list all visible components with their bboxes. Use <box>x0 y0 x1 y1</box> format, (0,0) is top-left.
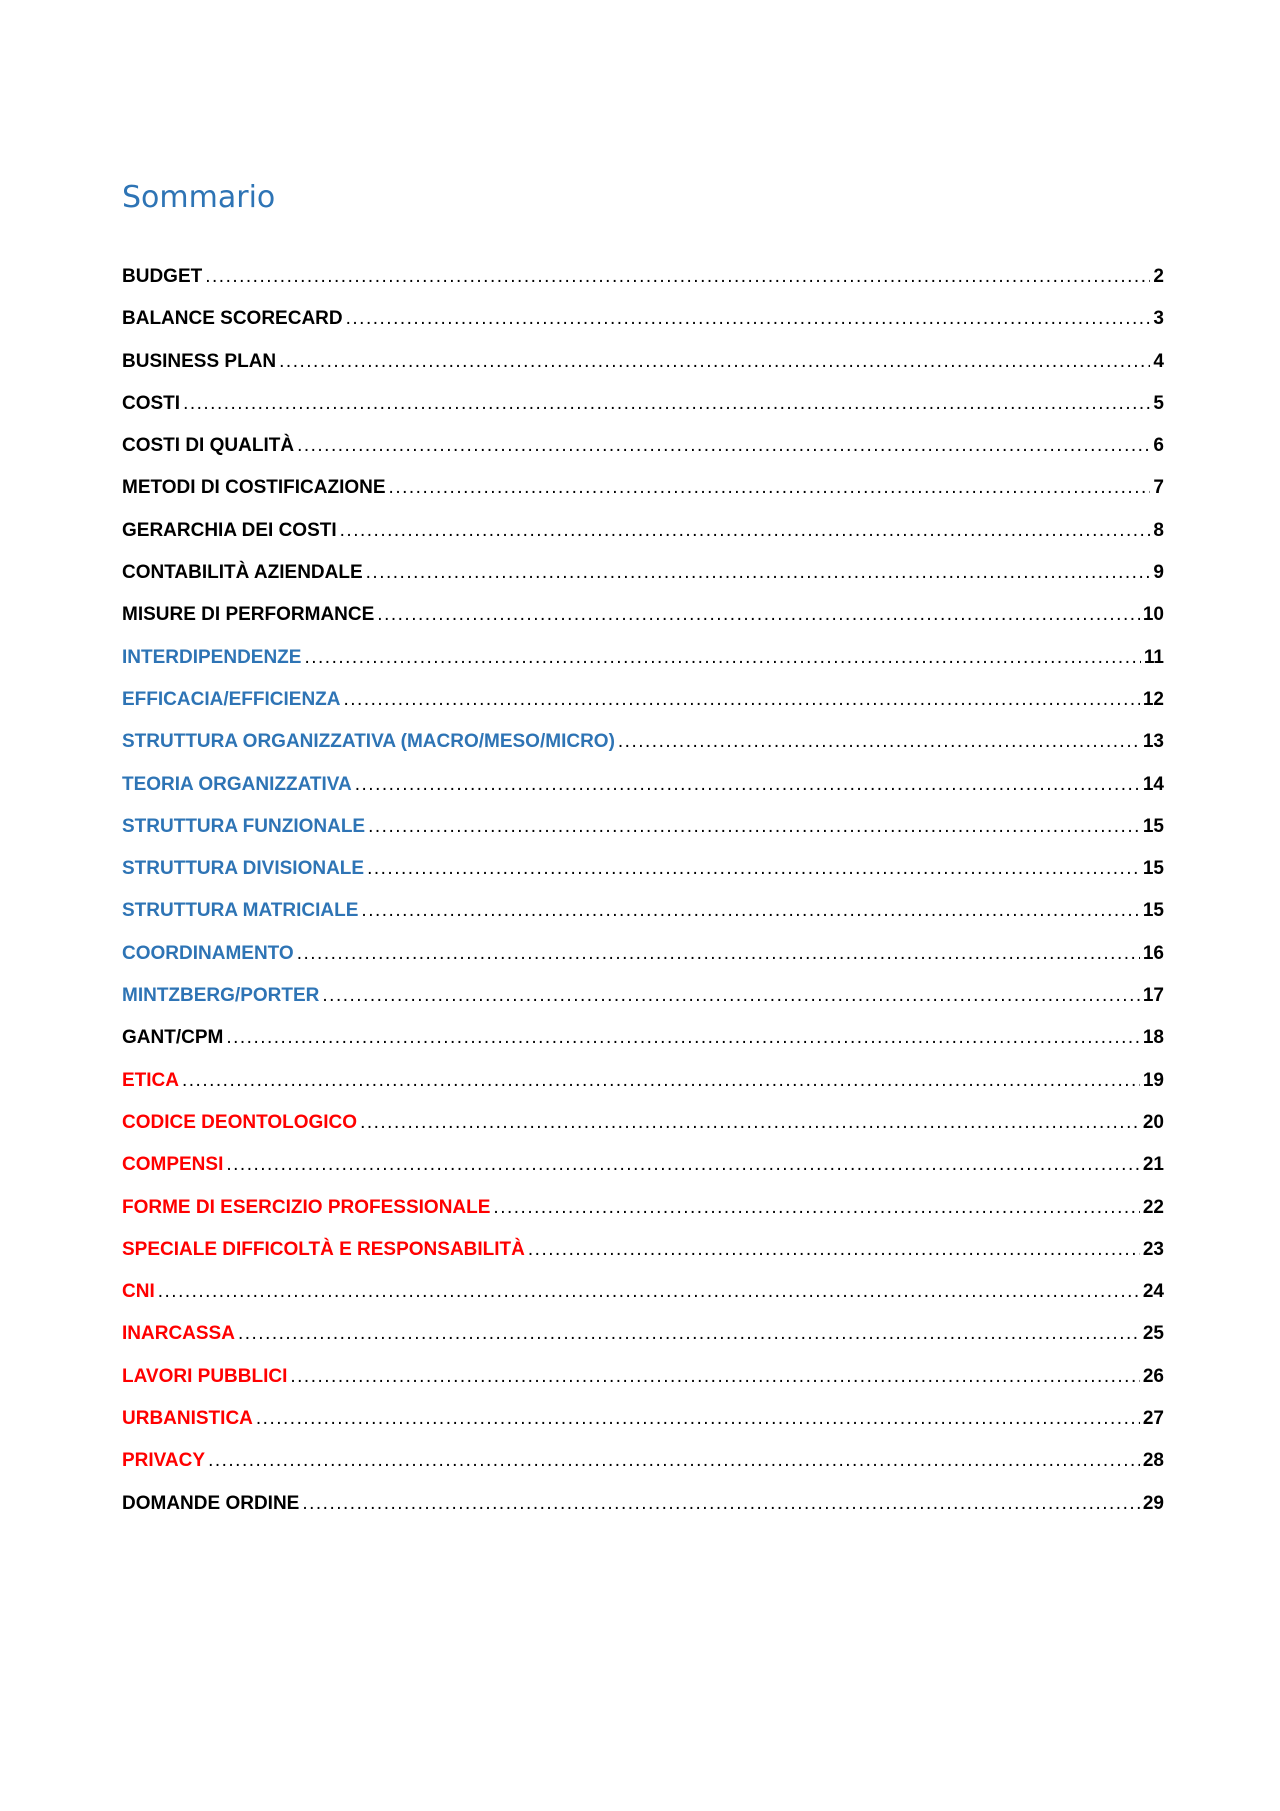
toc-dot-leader <box>238 1323 1140 1346</box>
toc-entry[interactable] <box>122 1070 1164 1112</box>
toc-entry-page-number: 23 <box>1142 1238 1164 1260</box>
toc-entry-label: FORME DI ESERCIZIO PROFESSIONALE <box>122 1196 491 1218</box>
toc-entry-label: GANT/CPM <box>122 1027 224 1049</box>
toc-entry-page-number: 14 <box>1142 773 1164 795</box>
toc-entry[interactable] <box>122 1239 1164 1281</box>
toc-entry-label: LAVORI PUBBLICI <box>122 1365 288 1387</box>
toc-entry[interactable] <box>122 1450 1164 1492</box>
toc-entry-label: CODICE DEONTOLOGICO <box>122 1111 358 1133</box>
toc-entry-label: GERARCHIA DEI COSTI <box>122 519 337 541</box>
toc-entry[interactable] <box>122 1408 1164 1450</box>
toc-entry-page-number: 13 <box>1142 731 1164 753</box>
toc-entry[interactable] <box>122 477 1164 519</box>
toc-dot-leader <box>297 435 1150 458</box>
toc-entry-label: INARCASSA <box>122 1323 235 1345</box>
toc-entry[interactable] <box>122 1197 1164 1239</box>
toc-entry-page-number: 26 <box>1142 1365 1164 1387</box>
toc-entry-page-number: 15 <box>1142 858 1164 880</box>
toc-dot-leader <box>368 816 1140 839</box>
toc-entry-label: STRUTTURA MATRICIALE <box>122 900 359 922</box>
toc-dot-leader <box>618 731 1140 754</box>
toc-entry-label: INTERDIPENDENZE <box>122 646 302 668</box>
toc-entry[interactable] <box>122 943 1164 985</box>
toc-entry[interactable] <box>122 604 1164 646</box>
toc-entry-page-number: 20 <box>1142 1111 1164 1133</box>
toc-entry-label: MINTZBERG/PORTER <box>122 985 320 1007</box>
toc-entry-label: METODI DI COSTIFICAZIONE <box>122 477 386 499</box>
toc-dot-leader <box>205 266 1150 289</box>
toc-entry-page-number: 3 <box>1153 308 1164 330</box>
toc-entry[interactable] <box>122 520 1164 562</box>
toc-dot-leader <box>279 351 1150 374</box>
toc-entry-page-number: 7 <box>1153 477 1164 499</box>
toc-dot-leader <box>208 1450 1140 1473</box>
toc-entry-page-number: 10 <box>1142 604 1164 626</box>
toc-dot-leader <box>256 1408 1140 1431</box>
toc-entry-label: BALANCE SCORECARD <box>122 308 343 330</box>
toc-dot-leader <box>344 689 1140 712</box>
table-of-contents <box>122 266 1164 1535</box>
toc-entry[interactable] <box>122 689 1164 731</box>
toc-entry-label: CONTABILITÀ AZIENDALE <box>122 562 363 584</box>
toc-entry-page-number: 28 <box>1142 1450 1164 1472</box>
toc-entry-page-number: 15 <box>1142 815 1164 837</box>
toc-entry-page-number: 21 <box>1142 1154 1164 1176</box>
toc-entry[interactable] <box>122 1366 1164 1408</box>
toc-entry-label: CNI <box>122 1281 155 1303</box>
toc-dot-leader <box>297 943 1140 966</box>
toc-entry[interactable] <box>122 308 1164 350</box>
toc-entry-page-number: 15 <box>1142 900 1164 922</box>
toc-entry-label: COORDINAMENTO <box>122 942 294 964</box>
toc-dot-leader <box>355 774 1140 797</box>
toc-entry-label: ETICA <box>122 1069 179 1091</box>
toc-entry-page-number: 5 <box>1153 392 1164 414</box>
toc-entry-page-number: 17 <box>1142 985 1164 1007</box>
toc-entry-label: COSTI <box>122 392 181 414</box>
toc-entry-label: COSTI DI QUALITÀ <box>122 435 295 457</box>
toc-entry[interactable] <box>122 858 1164 900</box>
toc-entry[interactable] <box>122 900 1164 942</box>
toc-entry[interactable] <box>122 1493 1164 1535</box>
toc-entry-label: DOMANDE ORDINE <box>122 1492 300 1514</box>
toc-entry-page-number: 24 <box>1142 1281 1164 1303</box>
toc-dot-leader <box>304 647 1140 670</box>
toc-dot-leader <box>360 1112 1140 1135</box>
toc-entry-label: STRUTTURA FUNZIONALE <box>122 815 366 837</box>
toc-entry[interactable] <box>122 1323 1164 1365</box>
toc-dot-leader <box>366 562 1151 585</box>
toc-entry[interactable] <box>122 435 1164 477</box>
toc-entry-label: STRUTTURA ORGANIZZATIVA (MACRO/MESO/MICRO) <box>122 731 615 753</box>
toc-entry[interactable] <box>122 1027 1164 1069</box>
toc-entry[interactable] <box>122 1281 1164 1323</box>
toc-entry[interactable] <box>122 731 1164 773</box>
toc-entry[interactable] <box>122 816 1164 858</box>
toc-entry[interactable] <box>122 266 1164 308</box>
toc-dot-leader <box>158 1281 1140 1304</box>
toc-entry-page-number: 22 <box>1142 1196 1164 1218</box>
toc-dot-leader <box>322 985 1139 1008</box>
toc-entry-page-number: 12 <box>1142 688 1164 710</box>
toc-entry-label: URBANISTICA <box>122 1408 253 1430</box>
toc-entry-page-number: 27 <box>1142 1408 1164 1430</box>
toc-dot-leader <box>493 1197 1139 1220</box>
toc-entry-page-number: 4 <box>1153 350 1164 372</box>
toc-entry-page-number: 6 <box>1153 435 1164 457</box>
toc-dot-leader <box>346 308 1151 331</box>
toc-dot-leader <box>183 393 1150 416</box>
toc-entry-page-number: 11 <box>1143 646 1164 668</box>
toc-entry-label: BUDGET <box>122 266 203 287</box>
toc-dot-leader <box>302 1493 1140 1516</box>
toc-entry-page-number: 25 <box>1142 1323 1164 1345</box>
toc-entry-label: SPECIALE DIFFICOLTÀ E RESPONSABILITÀ <box>122 1238 525 1260</box>
toc-dot-leader <box>226 1027 1140 1050</box>
toc-dot-leader <box>367 858 1140 881</box>
toc-entry-page-number: 29 <box>1142 1492 1164 1514</box>
toc-dot-leader <box>361 900 1139 923</box>
toc-entry[interactable] <box>122 985 1164 1027</box>
toc-entry[interactable] <box>122 774 1164 816</box>
toc-entry-page-number: 16 <box>1142 942 1164 964</box>
toc-entry-page-number: 19 <box>1142 1069 1164 1091</box>
toc-dot-leader <box>389 477 1151 500</box>
toc-entry[interactable] <box>122 393 1164 435</box>
toc-entry-label: TEORIA ORGANIZZATIVA <box>122 773 352 795</box>
toc-title: Sommario <box>122 180 276 215</box>
toc-dot-leader <box>377 604 1140 627</box>
toc-entry-page-number: 2 <box>1153 266 1164 287</box>
toc-dot-leader <box>226 1154 1140 1177</box>
toc-entry-page-number: 8 <box>1153 519 1164 541</box>
toc-entry-label: BUSINESS PLAN <box>122 350 277 372</box>
toc-dot-leader <box>528 1239 1140 1262</box>
toc-entry[interactable] <box>122 351 1164 393</box>
toc-entry-label: MISURE DI PERFORMANCE <box>122 604 375 626</box>
toc-dot-leader <box>340 520 1151 543</box>
toc-entry-label: STRUTTURA DIVISIONALE <box>122 858 365 880</box>
toc-entry-page-number: 9 <box>1153 562 1164 584</box>
toc-entry-label: EFFICACIA/EFFICIENZA <box>122 688 341 710</box>
toc-dot-leader <box>182 1070 1140 1093</box>
toc-entry[interactable] <box>122 1112 1164 1154</box>
toc-entry[interactable] <box>122 562 1164 604</box>
toc-entry[interactable] <box>122 647 1164 689</box>
toc-entry-label: COMPENSI <box>122 1154 224 1176</box>
toc-entry-page-number: 18 <box>1142 1027 1164 1049</box>
toc-entry[interactable] <box>122 1154 1164 1196</box>
toc-entry-label: PRIVACY <box>122 1450 206 1472</box>
toc-dot-leader <box>290 1366 1139 1389</box>
